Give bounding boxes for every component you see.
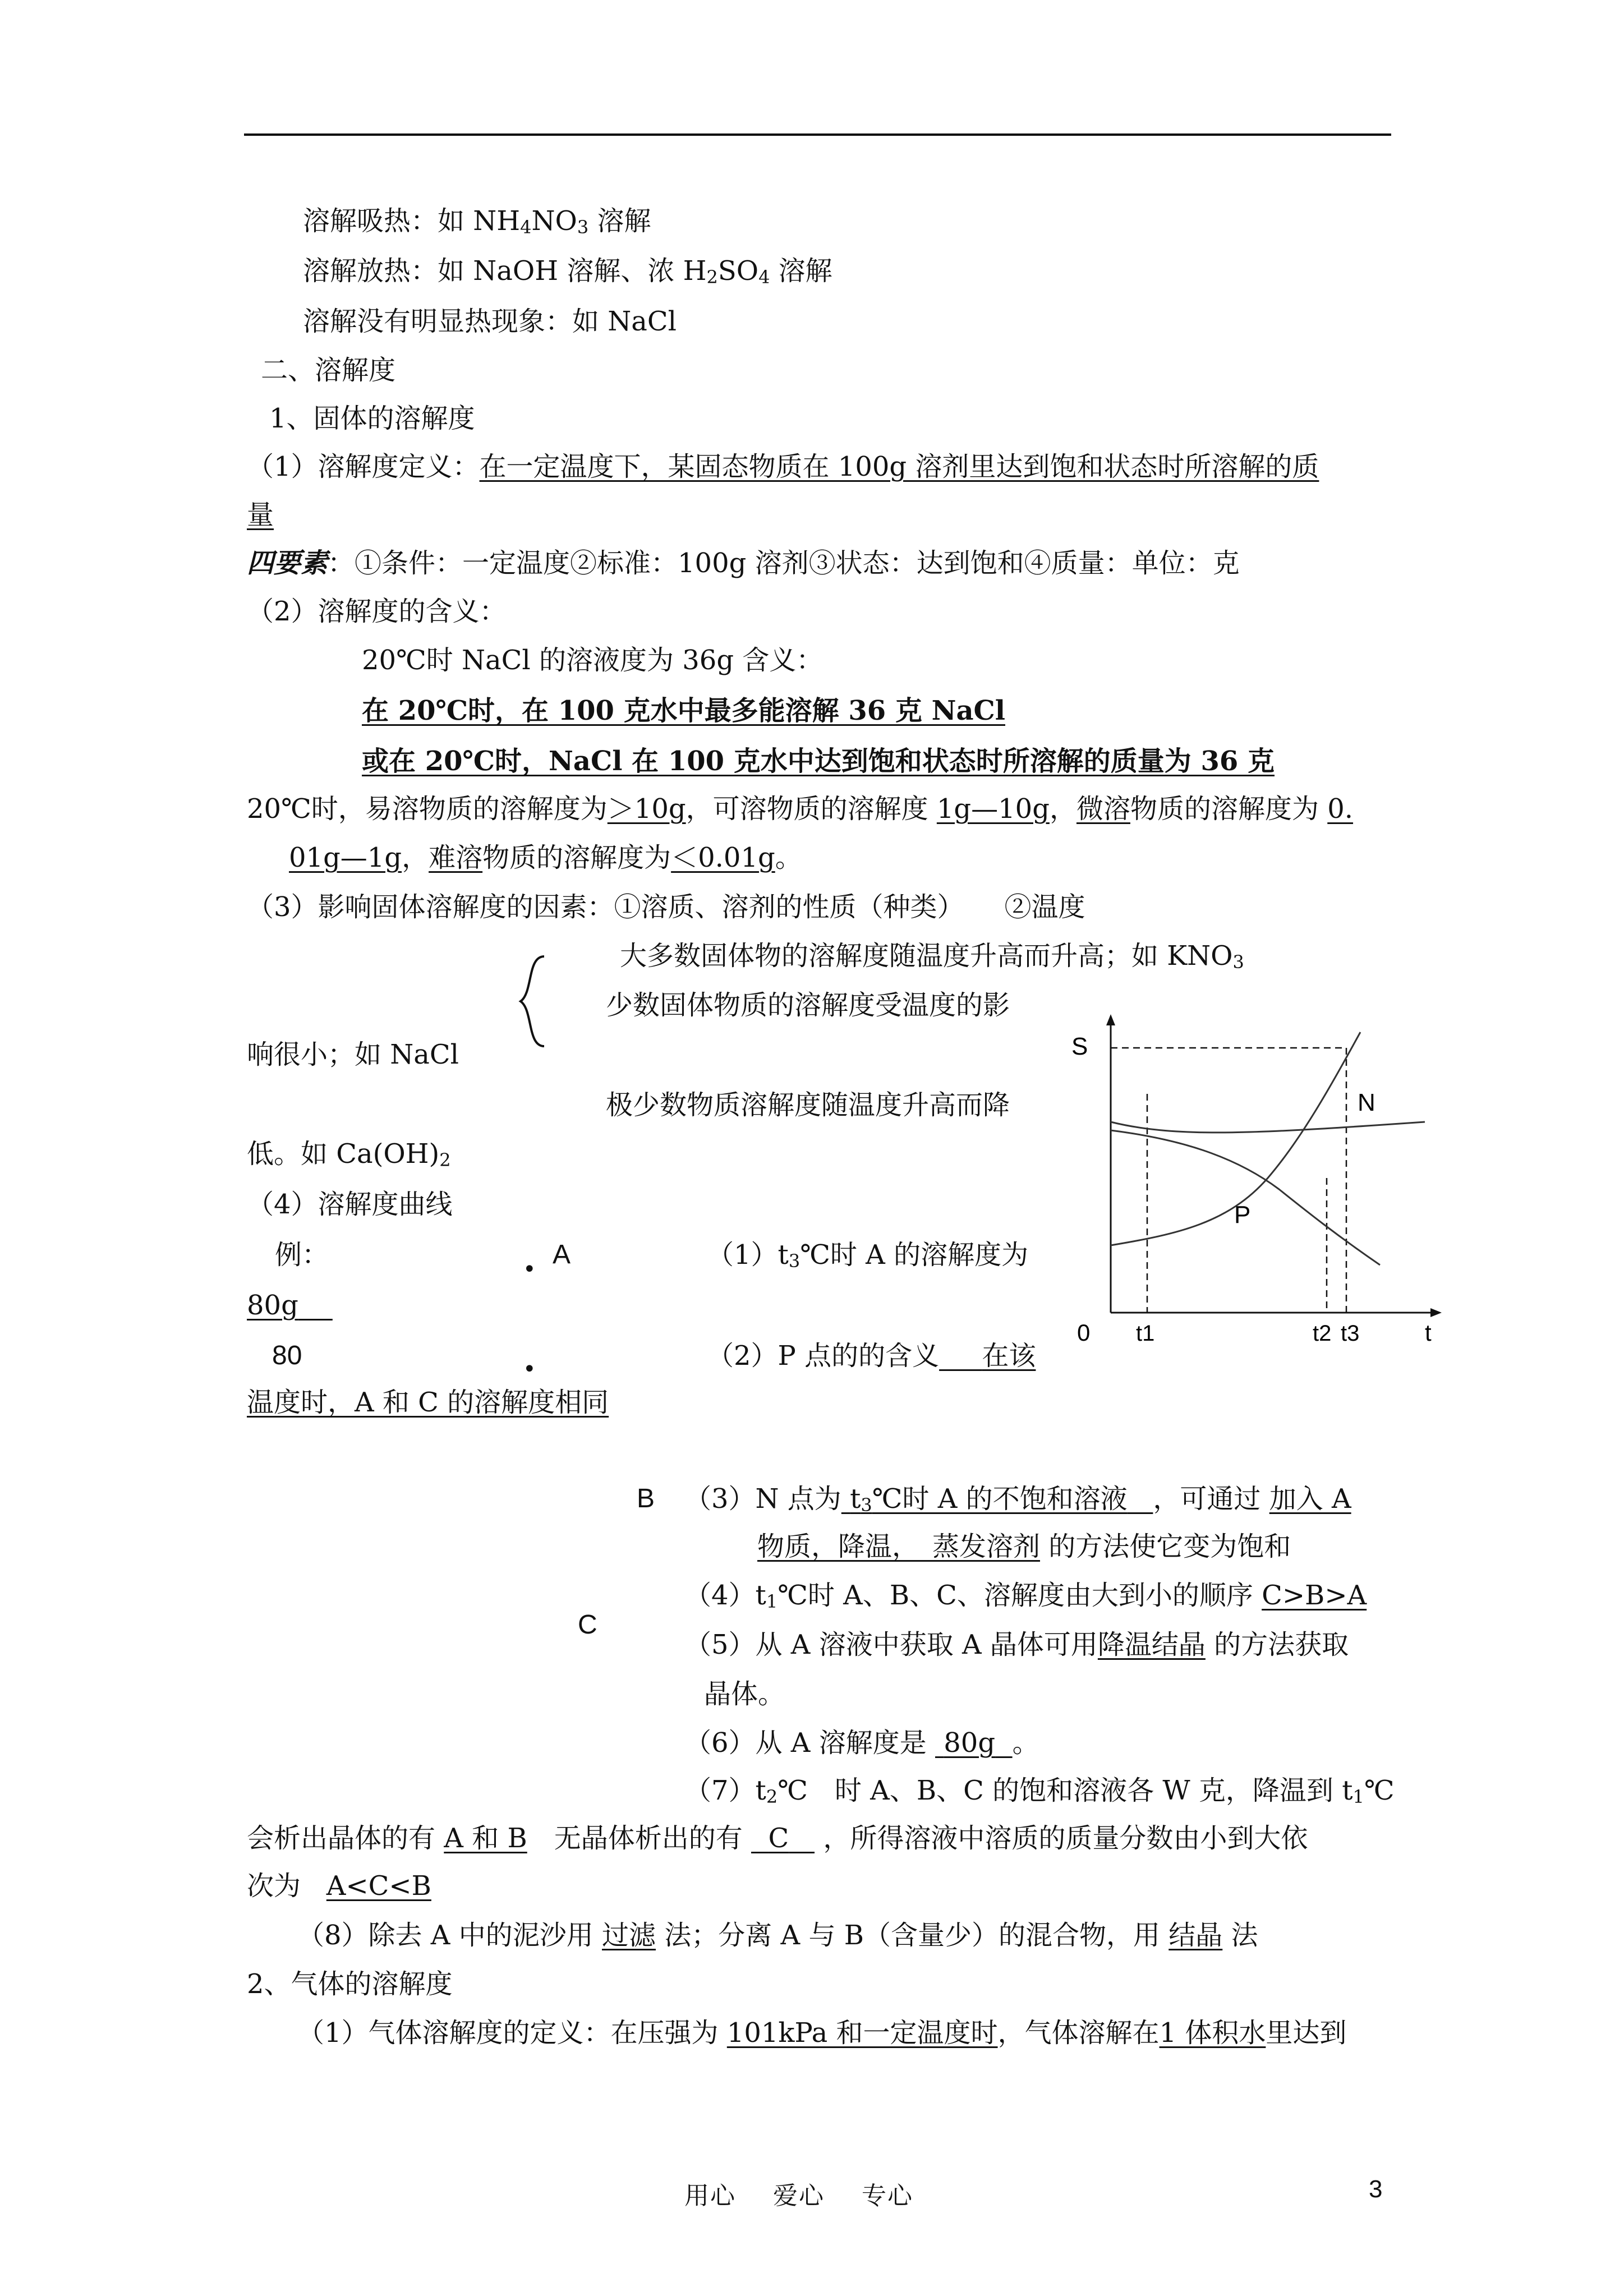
axis-value-80: 80	[272, 1341, 302, 1370]
label-t1: t1	[1136, 1321, 1155, 1346]
question-6: （6）从 A 溶解度是 80g 。	[684, 1727, 1039, 1759]
line-endothermic: 溶解吸热：如 $NH_4NO_3$ 溶解	[303, 205, 651, 238]
line-exothermic: 溶解放热：如 NaOH 溶解、浓 $H_2SO_4$ 溶解	[303, 255, 832, 288]
curve-c	[1111, 1130, 1380, 1265]
question-3: （3）N 点为 $t_3℃$时 A 的不饱和溶液 ，可通过 加入 A	[684, 1483, 1351, 1516]
subsection-heading: 1、固体的溶解度	[269, 403, 475, 434]
question-4: $(4)t_1℃$时 A、B、C、溶解度由大到小的顺序 C>B>A	[684, 1580, 1367, 1612]
curve-heading: （4）溶解度曲线	[247, 1189, 453, 1220]
footer-motto: 用心 爱心 专心	[684, 2182, 913, 2210]
figure-dashed-guides	[1111, 1048, 1346, 1313]
question-1: $(1)t_3℃$时 A 的溶解度为	[707, 1239, 1029, 1272]
answer-1: 80g	[247, 1290, 298, 1321]
meaning-2: 或在 20℃时，NaCl 在 100 克水中达到饱和状态时所溶解的质量为 36 克	[362, 746, 1275, 777]
figure-curves	[1111, 1032, 1425, 1265]
solubility-curve-figure	[1066, 1010, 1459, 1358]
header-rule	[244, 134, 1391, 136]
solubility-classes-cont: 01g—1g，难溶物质的溶解度为＜0.01g。	[289, 842, 802, 873]
trend-most: 大多数固体物的溶解度随温度升高而升高；如 $KNO_3$	[620, 940, 1244, 973]
trend-rare: 极少数物质溶解度随温度升高而降	[606, 1089, 1010, 1121]
trend-few-cont: 响很小；如 NaCl	[247, 1039, 459, 1070]
figure-axes	[1106, 1014, 1442, 1317]
meaning-1: 在 20℃时，在 100 克水中最多能溶解 36 克 NaCl	[362, 695, 1005, 726]
section-heading: 二、溶解度	[261, 355, 396, 386]
example-line: 20℃时 NaCl 的溶液度为 36g 含义：	[362, 645, 823, 676]
factors-line: （3）影响固体溶解度的因素：①溶质、溶剂的性质（种类） ②温度	[247, 891, 1085, 923]
answer-3: 物质，降温， 蒸发溶剂 的方法使它变为饱和	[757, 1531, 1291, 1562]
trend-few: 少数固体物质的溶解度受温度的影	[606, 990, 1010, 1021]
question-8: （8）除去 A 中的泥沙用 过滤 法；分离 A 与 B（含量少）的混合物，用 结晶 法	[297, 1920, 1258, 1951]
label-b: B	[637, 1484, 655, 1513]
question-7: $(7)t_2℃$ 时 A、B、C 的饱和溶液各 W 克，降温到 $t_1℃$	[684, 1775, 1395, 1807]
label-a: A	[553, 1240, 571, 1269]
solubility-classes: 20℃时，易溶物质的溶解度为＞10g，可溶物质的溶解度 1g—10g，微溶物质的溶解度为 0.	[247, 793, 1354, 825]
label-t2: t2	[1313, 1321, 1332, 1346]
gas-heading: 2、气体的溶解度	[247, 1968, 453, 2000]
definition-line: （1）溶解度定义：在一定温度下，某固态物质在 100g 溶剂里达到饱和状态时所溶解的质	[247, 451, 1319, 482]
answer-2: 温度时，A 和 C 的溶解度相同	[247, 1387, 609, 1418]
bullet-dot: •	[523, 1257, 536, 1282]
definition-continuation: 量	[247, 499, 274, 531]
page-number: 3	[1369, 2175, 1383, 2203]
left-brace	[516, 954, 550, 1049]
gas-definition: （1）气体溶解度的定义：在压强为 101kPa 和一定温度时，气体溶解在1 体积水里达到	[297, 2017, 1347, 2049]
label-s: S	[1071, 1033, 1088, 1060]
label-c: C	[578, 1610, 597, 1640]
label-t3: t3	[1341, 1321, 1360, 1346]
four-elements: 四要素：①条件：一定温度②标准：100g 溶剂③状态：达到饱和④质量：单位：克	[247, 547, 1240, 579]
label-t: t	[1425, 1319, 1432, 1346]
curve-b	[1111, 1122, 1425, 1133]
trend-rare-cont: 低。如 $Ca(OH)_2$	[247, 1138, 451, 1171]
label-origin: 0	[1077, 1319, 1091, 1346]
meaning-heading: （2）溶解度的含义：	[247, 596, 507, 627]
question-5-cont: 晶体。	[704, 1678, 785, 1710]
question-7-answer: 次为 A<C<B	[247, 1870, 431, 1902]
question-7-cont: 会析出晶体的有 A 和 B 无晶体析出的有 C ，所得溶液中溶质的质量分数由小到大依	[247, 1823, 1308, 1854]
question-5: （5）从 A 溶液中获取 A 晶体可用降温结晶 的方法获取	[684, 1629, 1349, 1660]
question-2: （2）P 点的的含义 在该	[707, 1340, 1036, 1372]
example-label: 例：	[275, 1239, 329, 1271]
line-no-heat: 溶解没有明显热现象：如 NaCl	[303, 306, 677, 337]
bullet-dot: •	[523, 1356, 536, 1382]
label-n: N	[1358, 1089, 1375, 1116]
label-p: P	[1234, 1201, 1251, 1228]
